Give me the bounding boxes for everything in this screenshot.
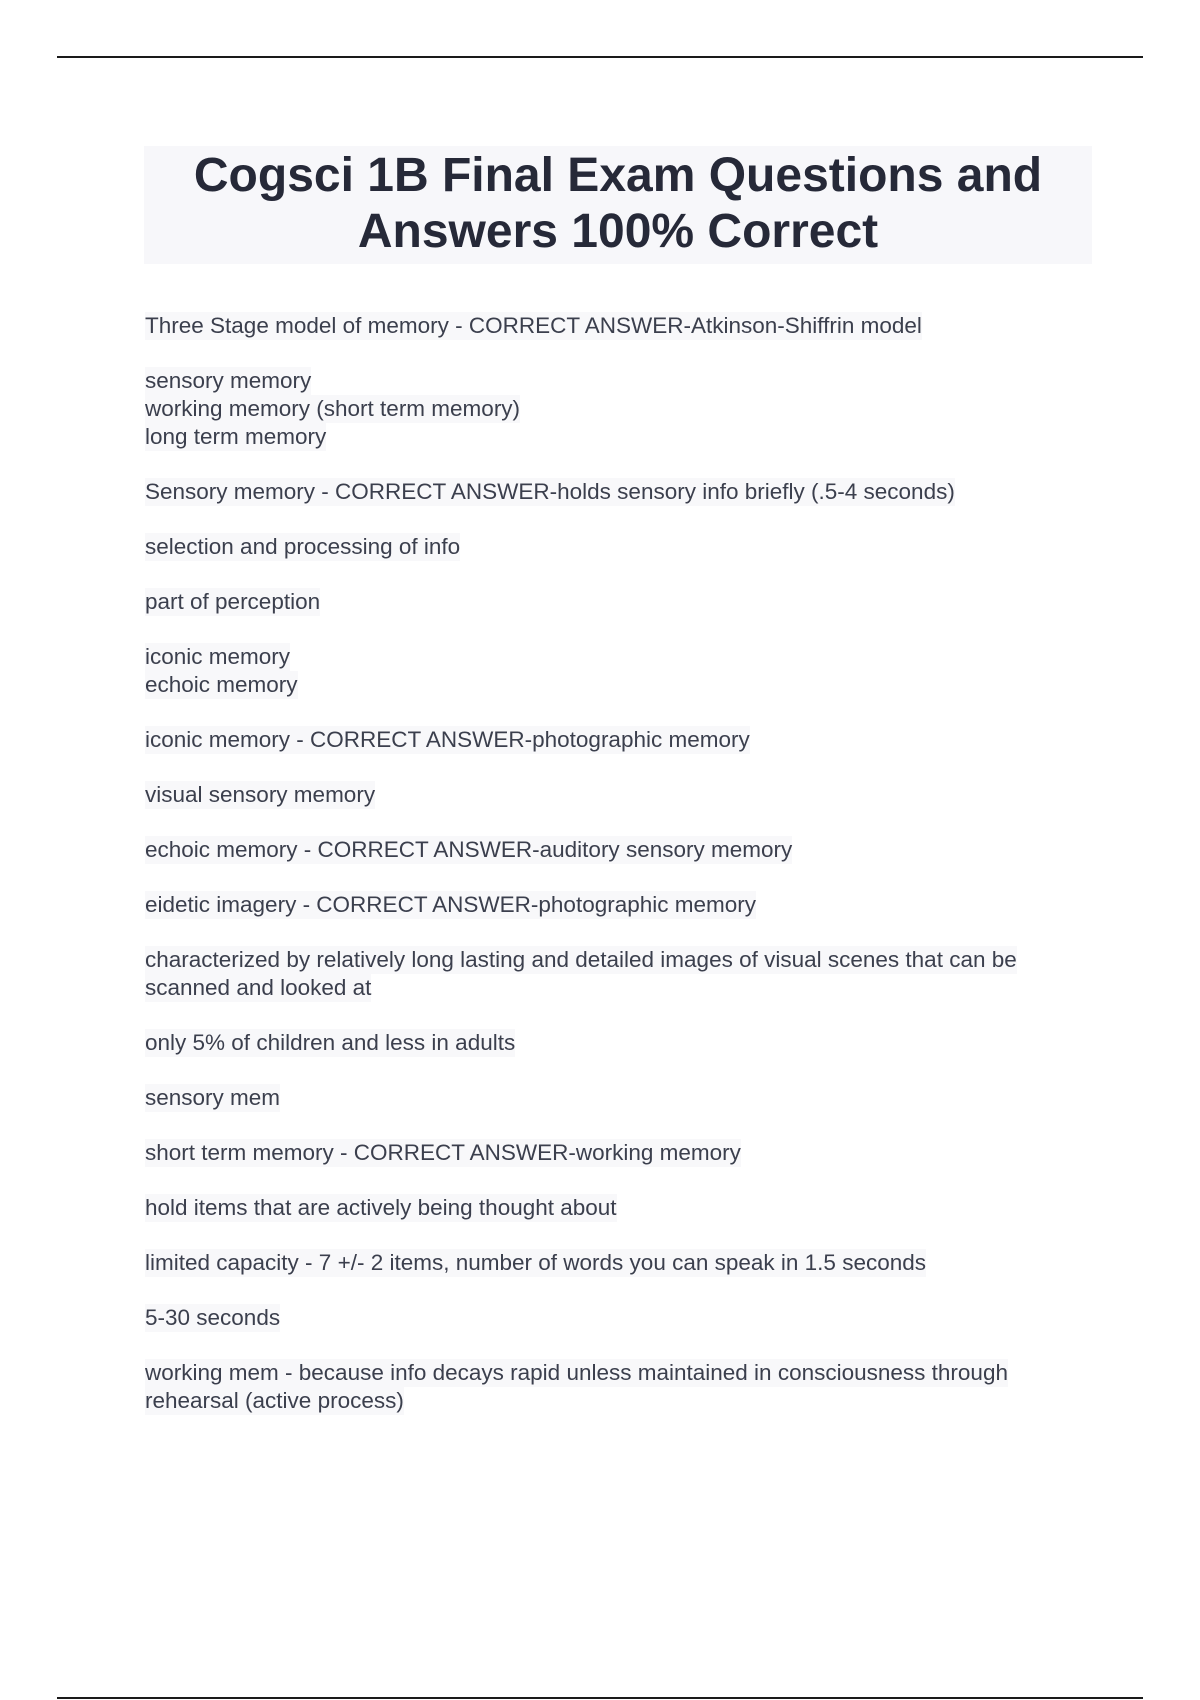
text-row [145,1387,1091,1415]
qa-entry [145,312,1091,340]
text-row [145,588,1091,616]
text-line: short term memory - CORRECT ANSWER-working memory [145,1140,741,1165]
qa-entry [145,643,1091,699]
text-line: working memory (short term memory) [145,396,521,421]
text-row [145,946,1091,974]
text-line: echoic memory - CORRECT ANSWER-auditory sensory memory [145,837,793,862]
text-line: selection and processing of info [145,534,461,559]
text-row [145,1139,1091,1167]
title-line: Cogsci 1B Final Exam Questions and [193,149,1043,202]
document-body [145,312,1091,1442]
qa-entry [145,367,1091,451]
qa-entry [145,1304,1091,1332]
text-line: scanned and looked at [145,975,372,1000]
text-line: hold items that are actively being thought about [145,1195,617,1220]
text-line: sensory memory [145,368,312,393]
qa-entry [145,533,1091,561]
text-row [145,974,1091,1002]
text-line: only 5% of children and less in adults [145,1030,516,1055]
qa-entry [145,1139,1091,1167]
text-row [145,836,1091,864]
qa-entry [145,1029,1091,1057]
text-line: 5-30 seconds [145,1305,281,1330]
qa-entry [145,588,1091,616]
text-row [145,726,1091,754]
text-row [145,643,1091,671]
bottom-divider [57,1697,1143,1699]
text-row [145,1304,1091,1332]
qa-entry [145,1359,1091,1415]
qa-entry [145,1194,1091,1222]
text-row [145,671,1091,699]
text-line: Sensory memory - CORRECT ANSWER-holds sensory info briefly (.5-4 seconds) [145,479,955,504]
qa-entry [145,836,1091,864]
text-line: working mem - because info decays rapid unless maintained in consciousness through [145,1360,1008,1385]
qa-entry [145,726,1091,754]
title-line: Answers 100% Correct [357,205,879,258]
text-row [145,312,1091,340]
text-row [145,1029,1091,1057]
text-line: echoic memory [145,672,298,697]
text-line: rehearsal (active process) [145,1388,404,1413]
qa-entry [145,891,1091,919]
text-line: part of perception [145,589,321,614]
qa-entry [145,946,1091,1002]
text-row [145,891,1091,919]
text-line: iconic memory - CORRECT ANSWER-photographic memory [145,727,750,752]
text-row [145,781,1091,809]
text-line: limited capacity - 7 +/- 2 items, number of words you can speak in 1.5 seconds [145,1250,926,1275]
qa-entry [145,1249,1091,1277]
text-line: visual sensory memory [145,782,376,807]
text-row [145,367,1091,395]
text-line: iconic memory [145,644,291,669]
top-divider [57,56,1143,58]
text-row [145,1084,1091,1112]
qa-entry [145,781,1091,809]
qa-entry [145,478,1091,506]
text-row [145,1359,1091,1387]
text-row [145,395,1091,423]
text-row [145,533,1091,561]
document-title [144,146,1092,264]
text-line: Three Stage model of memory - CORRECT ANSWER-Atkinson-Shiffrin model [145,313,922,338]
text-row [145,1249,1091,1277]
text-line: eidetic imagery - CORRECT ANSWER-photographic memory [145,892,757,917]
text-line: long term memory [145,424,327,449]
text-line: sensory mem [145,1085,281,1110]
text-line: characterized by relatively long lasting and detailed images of visual scenes that can be [145,947,1017,972]
text-row [145,1194,1091,1222]
text-row [145,478,1091,506]
qa-entry [145,1084,1091,1112]
text-row [145,423,1091,451]
